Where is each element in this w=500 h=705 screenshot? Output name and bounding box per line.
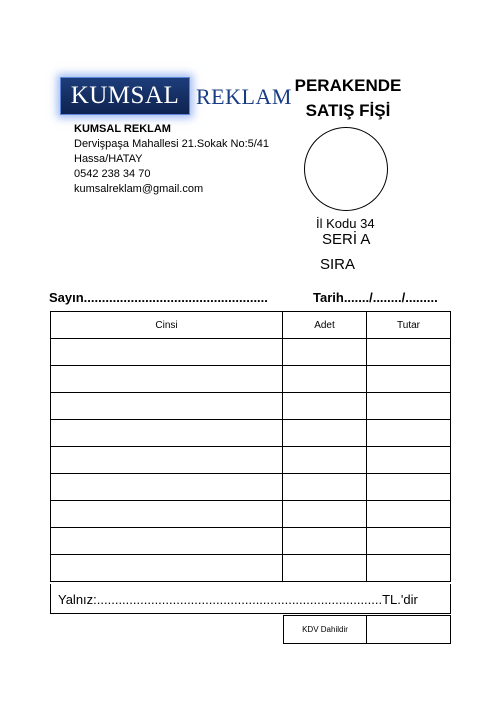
company-phone: 0542 238 34 70 — [74, 168, 151, 180]
table-row — [51, 420, 451, 447]
header-cinsi: Cinsi — [51, 312, 283, 339]
title-line-2: SATIŞ FİŞİ — [305, 101, 391, 120]
cell-adet — [283, 501, 367, 528]
cell-tutar — [367, 501, 451, 528]
table-row — [51, 393, 451, 420]
cell-cinsi — [51, 339, 283, 366]
company-address: Dervişpaşa Mahallesi 21.Sokak No:5/41 — [74, 138, 270, 150]
total-in-words-box — [50, 584, 451, 614]
cell-cinsi — [51, 366, 283, 393]
header-adet: Adet — [283, 312, 367, 339]
customer-field: Sayın................................................... — [49, 290, 268, 305]
logo-main-text: KUMSAL — [60, 77, 190, 115]
cell-adet — [283, 393, 367, 420]
company-city: Hassa/HATAY — [74, 153, 143, 165]
seri-label: SERİ A — [322, 231, 371, 248]
cell-adet — [283, 528, 367, 555]
table-row — [51, 474, 451, 501]
table-row — [51, 339, 451, 366]
cell-adet — [283, 420, 367, 447]
logo-side-text: REKLAM — [196, 84, 292, 109]
cell-tutar — [367, 447, 451, 474]
cell-adet — [283, 474, 367, 501]
table-row — [51, 366, 451, 393]
cell-tutar — [367, 420, 451, 447]
title-line-1: PERAKENDE — [294, 76, 402, 95]
stamp-circle — [304, 127, 388, 211]
document-title — [280, 73, 416, 123]
cell-adet — [283, 447, 367, 474]
cell-cinsi — [51, 420, 283, 447]
table-row — [51, 501, 451, 528]
cell-tutar — [367, 393, 451, 420]
cell-adet — [283, 366, 367, 393]
total-in-words: Yalnız:...............................................................................TL.'dir — [58, 592, 418, 607]
kdv-label: KDV Dahildir — [284, 616, 367, 643]
cell-tutar — [367, 474, 451, 501]
cell-tutar — [367, 339, 451, 366]
table-row — [51, 528, 451, 555]
company-email: kumsalreklam@gmail.com — [74, 183, 204, 195]
il-kodu-label: İl Kodu 34 — [316, 216, 375, 231]
company-name: KUMSAL REKLAM — [74, 123, 171, 135]
date-field: Tarih......./......../......... — [313, 290, 438, 305]
cell-tutar — [367, 528, 451, 555]
cell-adet — [283, 555, 367, 582]
cell-cinsi — [51, 393, 283, 420]
cell-adet — [283, 339, 367, 366]
cell-tutar — [367, 366, 451, 393]
tax-box — [283, 615, 451, 644]
table-row — [51, 447, 451, 474]
cell-cinsi — [51, 528, 283, 555]
company-info — [74, 122, 269, 197]
table-row — [51, 555, 451, 582]
company-logo — [60, 77, 292, 117]
sira-label: SIRA — [320, 256, 356, 273]
header-tutar: Tutar — [367, 312, 451, 339]
table-header-row — [51, 312, 451, 339]
items-table — [50, 311, 451, 582]
cell-cinsi — [51, 555, 283, 582]
cell-cinsi — [51, 501, 283, 528]
cell-tutar — [367, 555, 451, 582]
cell-cinsi — [51, 447, 283, 474]
cell-cinsi — [51, 474, 283, 501]
